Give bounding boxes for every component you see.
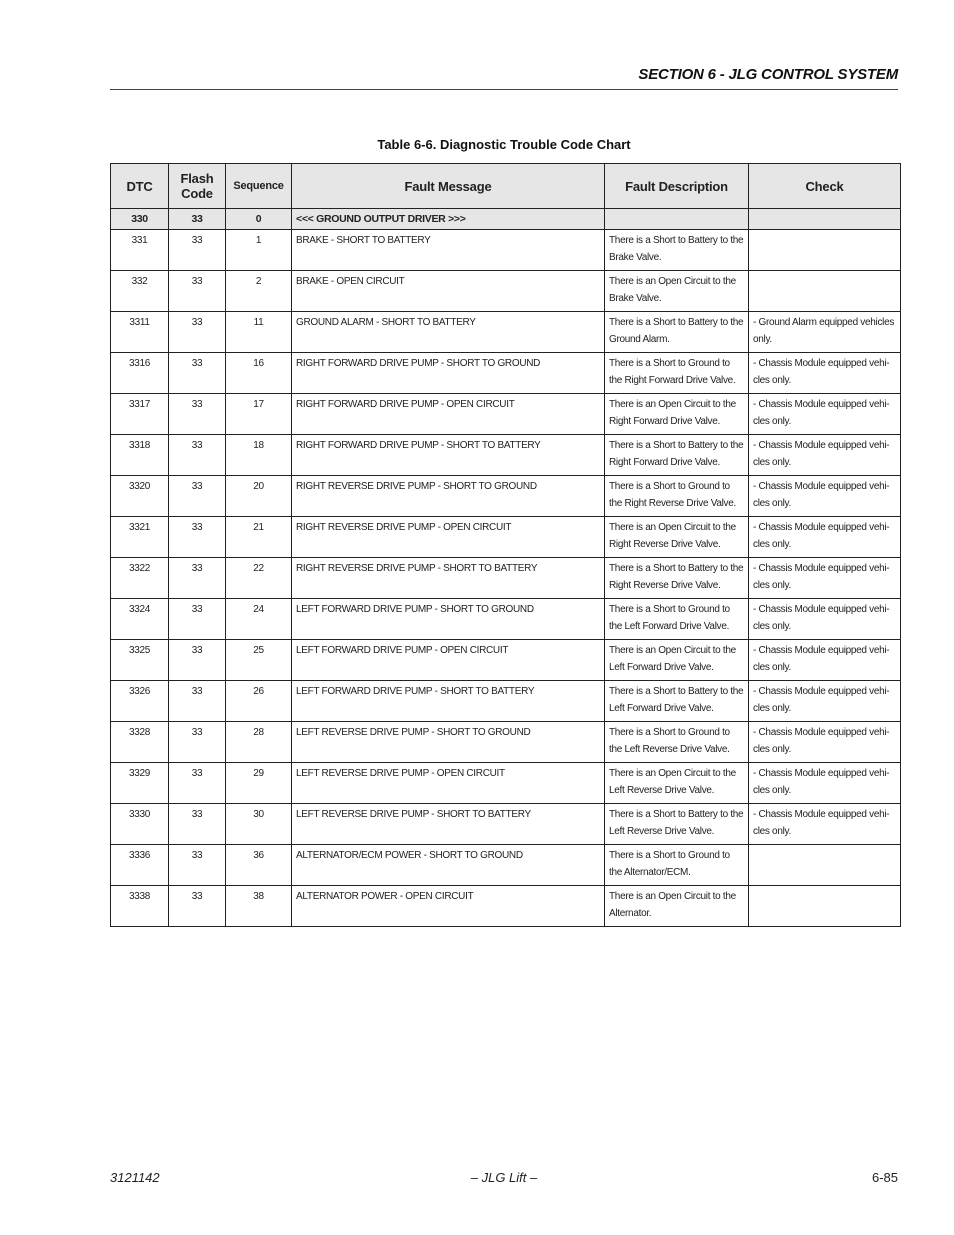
fault-message-cell: LEFT FORWARD DRIVE PUMP - SHORT TO BATTERY — [292, 681, 605, 722]
dtc-cell: 3338 — [111, 886, 169, 927]
table-row — [111, 271, 901, 312]
column-header-flash-code: Flash Code — [169, 164, 226, 209]
fault-description-cell: There is a Short to Battery to the Left Forward Drive Valve. — [605, 681, 749, 722]
dtc-cell: 3318 — [111, 435, 169, 476]
check-cell: - Chassis Module equipped vehi-cles only. — [749, 763, 901, 804]
fault-message-cell: RIGHT FORWARD DRIVE PUMP - OPEN CIRCUIT — [292, 394, 605, 435]
fault-message-cell: RIGHT REVERSE DRIVE PUMP - SHORT TO GROUND — [292, 476, 605, 517]
fault-message-cell: BRAKE - SHORT TO BATTERY — [292, 230, 605, 271]
fault-description-cell: There is an Open Circuit to the Left Reverse Drive Valve. — [605, 763, 749, 804]
flash-code-cell: 33 — [169, 681, 226, 722]
check-cell: - Chassis Module equipped vehi-cles only. — [749, 640, 901, 681]
fault-description-cell: There is a Short to Ground to the Left Forward Drive Valve. — [605, 599, 749, 640]
check-cell: - Chassis Module equipped vehi-cles only. — [749, 435, 901, 476]
page-number: 6-85 — [871, 1170, 898, 1185]
fault-description-cell: There is a Short to Battery to the Right Forward Drive Valve. — [605, 435, 749, 476]
table-row — [111, 435, 901, 476]
flash-code-cell: 33 — [169, 312, 226, 353]
check-cell: - Chassis Module equipped vehi-cles only. — [749, 517, 901, 558]
sequence-cell: 2 — [226, 271, 292, 312]
flash-code-cell: 33 — [169, 476, 226, 517]
fault-description-cell: There is a Short to Ground to the Alternator/ECM. — [605, 845, 749, 886]
fault-description-cell: There is a Short to Battery to the Brake Valve. — [605, 230, 749, 271]
dtc-cell: 3336 — [111, 845, 169, 886]
sequence-cell: 30 — [226, 804, 292, 845]
table-row — [111, 353, 901, 394]
fault-message-cell: RIGHT REVERSE DRIVE PUMP - OPEN CIRCUIT — [292, 517, 605, 558]
flash-code-cell: 33 — [169, 353, 226, 394]
check-cell: - Chassis Module equipped vehi-cles only. — [749, 681, 901, 722]
fault-description-cell: There is a Short to Ground to the Right Forward Drive Valve. — [605, 353, 749, 394]
fault-message-cell: RIGHT FORWARD DRIVE PUMP - SHORT TO BATTERY — [292, 435, 605, 476]
fault-description-cell: There is an Open Circuit to the Right Reverse Drive Valve. — [605, 517, 749, 558]
check-cell — [749, 845, 901, 886]
column-header-check: Check — [749, 164, 901, 209]
fault-message-cell: GROUND ALARM - SHORT TO BATTERY — [292, 312, 605, 353]
fault-message-cell: RIGHT REVERSE DRIVE PUMP - SHORT TO BATTERY — [292, 558, 605, 599]
check-cell: - Chassis Module equipped vehi-cles only. — [749, 599, 901, 640]
sequence-cell: 25 — [226, 640, 292, 681]
fault-message-cell: LEFT REVERSE DRIVE PUMP - SHORT TO BATTERY — [292, 804, 605, 845]
dtc-cell: 3317 — [111, 394, 169, 435]
dtc-cell: 3321 — [111, 517, 169, 558]
flash-code-cell: 33 — [169, 517, 226, 558]
fault-description-cell: There is an Open Circuit to the Right Forward Drive Valve. — [605, 394, 749, 435]
flash-code-cell: 33 — [169, 394, 226, 435]
fault-message-cell: BRAKE - OPEN CIRCUIT — [292, 271, 605, 312]
flash-code-cell: 33 — [169, 722, 226, 763]
fault-description-cell: There is a Short to Ground to the Left Reverse Drive Valve. — [605, 722, 749, 763]
fault-description-cell: There is an Open Circuit to the Left Forward Drive Valve. — [605, 640, 749, 681]
table-row — [111, 230, 901, 271]
fault-message-cell: LEFT FORWARD DRIVE PUMP - OPEN CIRCUIT — [292, 640, 605, 681]
flash-code-cell: 33 — [169, 230, 226, 271]
doc-number: 3121142 — [110, 1170, 160, 1185]
fault-description-cell: There is a Short to Battery to the Left Reverse Drive Valve. — [605, 804, 749, 845]
fault-description-cell: There is a Short to Battery to the Ground Alarm. — [605, 312, 749, 353]
fault-message-cell: LEFT REVERSE DRIVE PUMP - OPEN CIRCUIT — [292, 763, 605, 804]
column-header-fault-message: Fault Message — [292, 164, 605, 209]
section-title: SECTION 6 - JLG CONTROL SYSTEM — [638, 66, 898, 83]
group-description-cell — [605, 209, 749, 230]
table-row — [111, 558, 901, 599]
table-row — [111, 681, 901, 722]
sequence-cell: 29 — [226, 763, 292, 804]
fault-message-cell: ALTERNATOR POWER - OPEN CIRCUIT — [292, 886, 605, 927]
sequence-cell: 11 — [226, 312, 292, 353]
check-cell: - Chassis Module equipped vehi-cles only. — [749, 558, 901, 599]
sequence-cell: 21 — [226, 517, 292, 558]
dtc-cell: 3329 — [111, 763, 169, 804]
dtc-cell: 3330 — [111, 804, 169, 845]
table-row — [111, 845, 901, 886]
sequence-cell: 26 — [226, 681, 292, 722]
flash-code-cell: 33 — [169, 435, 226, 476]
table-row — [111, 722, 901, 763]
header-rule — [110, 89, 898, 90]
sequence-cell: 24 — [226, 599, 292, 640]
dtc-cell: 331 — [111, 230, 169, 271]
table-row — [111, 886, 901, 927]
check-cell: - Chassis Module equipped vehi-cles only. — [749, 476, 901, 517]
dtc-cell: 3328 — [111, 722, 169, 763]
flash-code-cell: 33 — [169, 804, 226, 845]
flash-code-cell: 33 — [169, 886, 226, 927]
diagnostic-trouble-code-table — [110, 163, 901, 927]
group-row — [111, 209, 901, 230]
flash-code-cell: 33 — [169, 271, 226, 312]
table-row — [111, 517, 901, 558]
sequence-cell: 16 — [226, 353, 292, 394]
table-row — [111, 804, 901, 845]
footer-brand: – JLG Lift – — [470, 1170, 538, 1185]
fault-description-cell: There is an Open Circuit to the Brake Valve. — [605, 271, 749, 312]
dtc-cell: 3311 — [111, 312, 169, 353]
dtc-cell: 3325 — [111, 640, 169, 681]
column-header-fault-description: Fault Description — [605, 164, 749, 209]
fault-message-cell: ALTERNATOR/ECM POWER - SHORT TO GROUND — [292, 845, 605, 886]
table-caption: Table 6-6. Diagnostic Trouble Code Chart — [377, 137, 631, 152]
table-row — [111, 763, 901, 804]
check-cell — [749, 886, 901, 927]
table-row — [111, 312, 901, 353]
dtc-cell: 3322 — [111, 558, 169, 599]
group-dtc-cell: 330 — [111, 209, 169, 230]
group-sequence-cell: 0 — [226, 209, 292, 230]
table-header-row — [111, 164, 901, 209]
group-flash-cell: 33 — [169, 209, 226, 230]
table-row — [111, 599, 901, 640]
fault-description-cell: There is a Short to Ground to the Right Reverse Drive Valve. — [605, 476, 749, 517]
check-cell: - Ground Alarm equipped vehicles only. — [749, 312, 901, 353]
sequence-cell: 36 — [226, 845, 292, 886]
column-header-dtc: DTC — [111, 164, 169, 209]
check-cell: - Chassis Module equipped vehi-cles only. — [749, 804, 901, 845]
group-message-cell: <<< GROUND OUTPUT DRIVER >>> — [292, 209, 605, 230]
column-header-sequence: Sequence — [226, 164, 292, 209]
sequence-cell: 22 — [226, 558, 292, 599]
sequence-cell: 1 — [226, 230, 292, 271]
check-cell: - Chassis Module equipped vehi-cles only. — [749, 722, 901, 763]
table-row — [111, 640, 901, 681]
dtc-cell: 332 — [111, 271, 169, 312]
dtc-cell: 3324 — [111, 599, 169, 640]
check-cell: - Chassis Module equipped vehi-cles only. — [749, 394, 901, 435]
flash-code-cell: 33 — [169, 845, 226, 886]
sequence-cell: 17 — [226, 394, 292, 435]
group-check-cell — [749, 209, 901, 230]
flash-code-cell: 33 — [169, 640, 226, 681]
sequence-cell: 18 — [226, 435, 292, 476]
check-cell: - Chassis Module equipped vehi-cles only. — [749, 353, 901, 394]
dtc-cell: 3326 — [111, 681, 169, 722]
flash-code-cell: 33 — [169, 599, 226, 640]
flash-code-cell: 33 — [169, 763, 226, 804]
sequence-cell: 28 — [226, 722, 292, 763]
fault-message-cell: RIGHT FORWARD DRIVE PUMP - SHORT TO GROUND — [292, 353, 605, 394]
table-row — [111, 476, 901, 517]
flash-code-cell: 33 — [169, 558, 226, 599]
dtc-cell: 3320 — [111, 476, 169, 517]
dtc-cell: 3316 — [111, 353, 169, 394]
table-row — [111, 394, 901, 435]
fault-message-cell: LEFT FORWARD DRIVE PUMP - SHORT TO GROUND — [292, 599, 605, 640]
sequence-cell: 38 — [226, 886, 292, 927]
fault-message-cell: LEFT REVERSE DRIVE PUMP - SHORT TO GROUND — [292, 722, 605, 763]
fault-description-cell: There is a Short to Battery to the Right Reverse Drive Valve. — [605, 558, 749, 599]
check-cell — [749, 271, 901, 312]
sequence-cell: 20 — [226, 476, 292, 517]
check-cell — [749, 230, 901, 271]
fault-description-cell: There is an Open Circuit to the Alternator. — [605, 886, 749, 927]
